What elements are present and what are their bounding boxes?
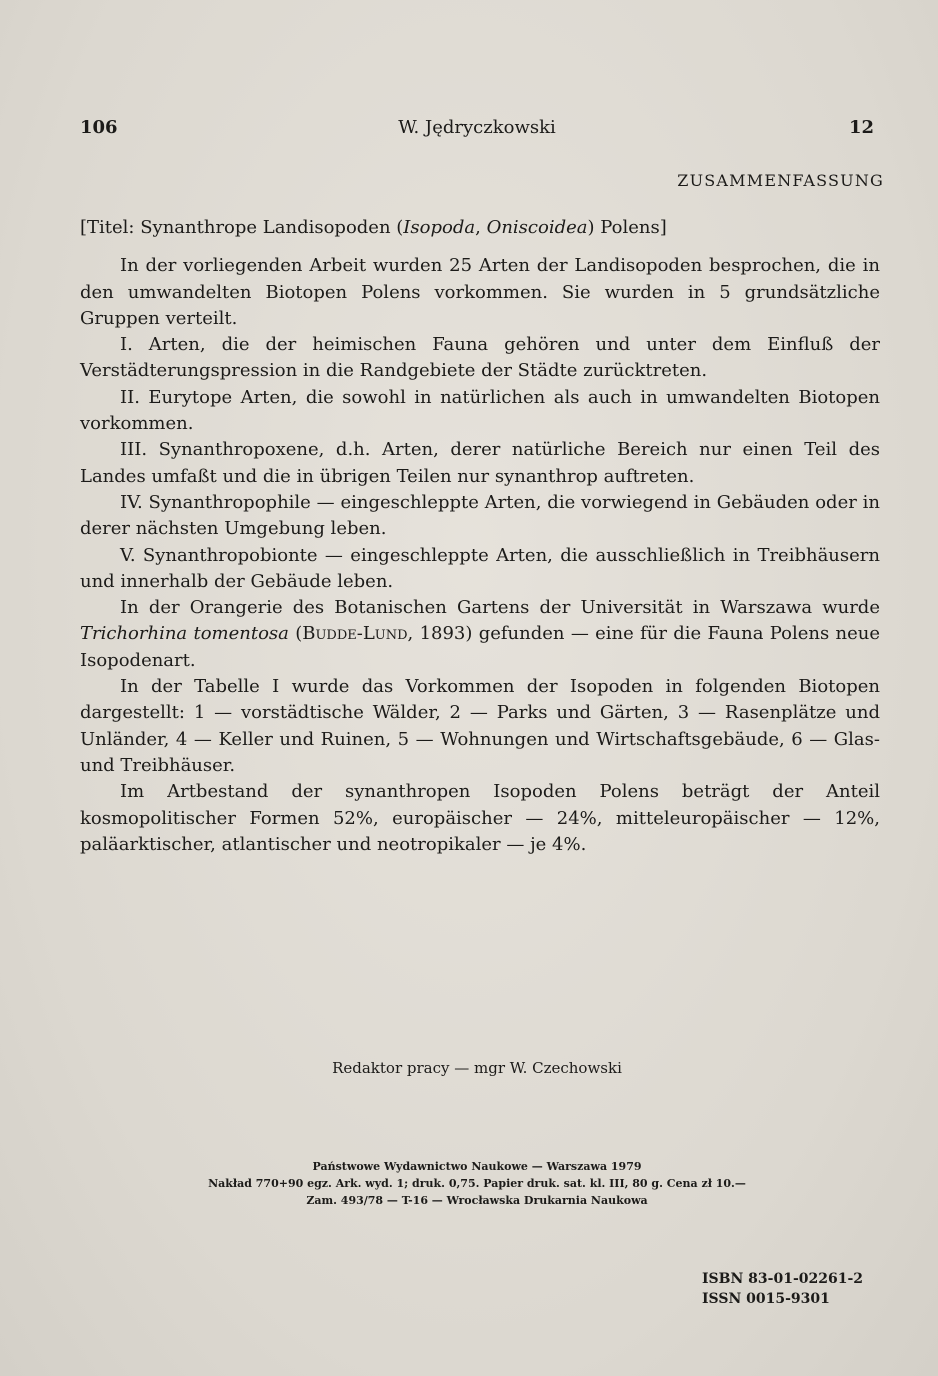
editor-credit: Redaktor pracy — mgr W. Czechowski xyxy=(332,1059,622,1077)
title-taxon-isopoda: Isopoda xyxy=(403,217,476,238)
paragraph-biotopes: In der Tabelle I wurde das Vorkommen der Isopoden in folgenden Biotopen dargestellt: 1 — vorstädtische Wälder, 2 — Parks und Gärten, 3 — Rasenplätze und Unländer, 4 — Keller und Ruinen, 5 — Wohnungen und Wirtschaftsgebäude, 6 — Glas- und Treibhäuser. xyxy=(80,676,880,776)
title-text-start: [Titel: Synanthrope Landisopoden ( xyxy=(80,217,404,238)
summary-body xyxy=(80,215,880,858)
imprint-line-publisher: Państwowe Wydawnictwo Naukowe — Warszawa 1979 xyxy=(312,1160,642,1173)
species-authority: Budde-Lund xyxy=(302,623,408,645)
running-head-author: W. Jędryczkowski xyxy=(398,117,556,138)
issue-number: 12 xyxy=(848,117,874,138)
paragraph-orangerie xyxy=(80,595,880,674)
section-heading: ZUSAMMENFASSUNG xyxy=(677,171,884,190)
title-separator: , xyxy=(475,217,487,238)
species-name: Trichorhina tomentosa xyxy=(80,623,289,645)
imprint-line-print-details: Nakład 770+90 egz. Ark. wyd. 1; druk. 0,75. Papier druk. sat. kl. III, 80 g. Cena zł 10.— xyxy=(208,1177,746,1190)
orangerie-text-end: , 1893) gefunden — eine für die Fauna Polens neue Isopodenart. xyxy=(80,623,880,671)
title-taxon-oniscoidea: Oniscoidea xyxy=(486,217,588,238)
paragraph-group-1: I. Arten, die der heimischen Fauna gehören und unter dem Einfluß der Verstädterungspression in die Randgebiete der Städte zurücktreten. xyxy=(80,334,880,382)
identifier-codes xyxy=(702,1269,863,1309)
paragraph-distribution: Im Artbestand der synanthropen Isopoden Polens beträgt der Anteil kosmopolitischer Formen 52%, europäischer — 24%, mitteleuropäischer — 12%, paläarktischer, atlantischer und neotropikaler — je 4%. xyxy=(80,781,880,855)
isbn: ISBN 83-01-02261-2 xyxy=(702,1271,864,1287)
orangerie-paren: ( xyxy=(288,623,303,645)
imprint-line-order: Zam. 493/78 — T-16 — Wrocławska Drukarnia Naukowa xyxy=(306,1194,648,1207)
paragraph-group-2: II. Eurytope Arten, die sowohl in natürlichen als auch in umwandelten Biotopen vorkommen. xyxy=(80,386,880,435)
paragraph-group-3: III. Synanthropoxene, d.h. Arten, derer natürliche Bereich nur einen Teil des Landes umfaßt und die in übrigen Teilen nur synanthrop auftreten. xyxy=(80,439,880,487)
paragraph-group-4: IV. Synanthropophile — eingeschleppte Arten, die vorwiegend in Gebäuden oder in derer nächsten Umgebung leben. xyxy=(80,491,880,540)
publisher-imprint xyxy=(80,1158,874,1209)
running-head xyxy=(80,117,874,141)
page-number: 106 xyxy=(80,117,118,138)
paragraph-intro: In der vorliegenden Arbeit wurden 25 Arten der Landisopoden besprochen, die in den umwandelten Biotopen Polens vorkommen. Sie wurden in 5 grundsätzliche Gruppen verteilt. xyxy=(80,255,880,329)
orangerie-text-start: In der Orangerie des Botanischen Gartens der Universität in Warszawa wurde xyxy=(120,597,880,619)
paragraph-group-5: V. Synanthropobionte — eingeschleppte Arten, die ausschließlich in Treibhäusern und innerhalb der Gebäude leben. xyxy=(80,544,880,592)
issn: ISSN 0015-9301 xyxy=(702,1291,830,1307)
title-text-end: ) Polens] xyxy=(587,217,667,238)
summary-title-line xyxy=(80,215,880,241)
